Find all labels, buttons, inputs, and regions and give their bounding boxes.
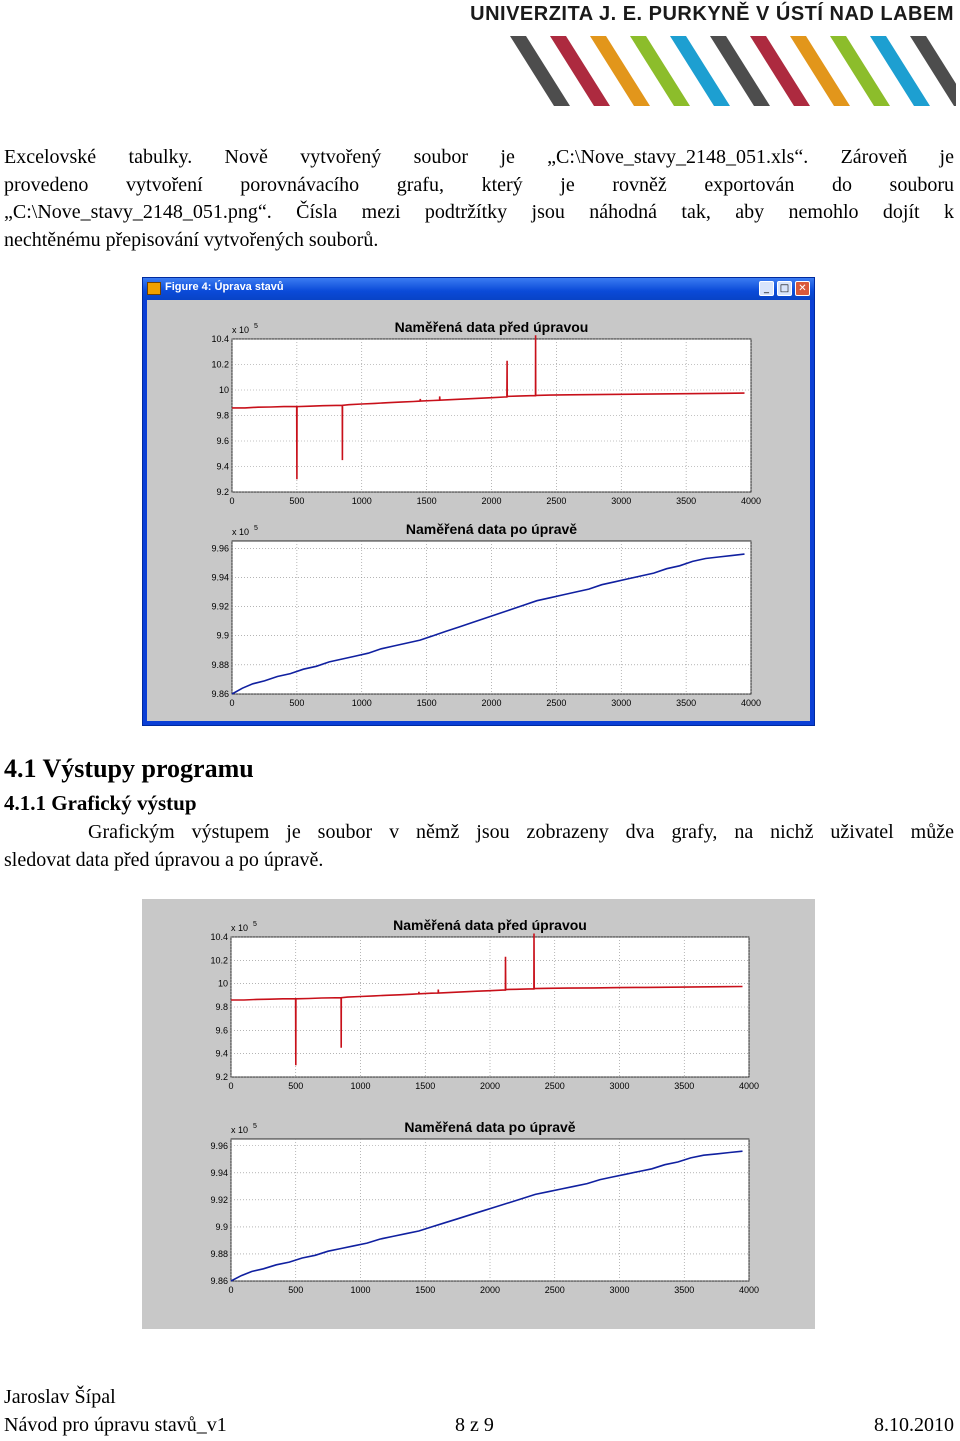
x-tick-label: 2000 (481, 698, 502, 708)
intro-paragraph (4, 144, 954, 254)
y-tick-label: 9.4 (216, 461, 229, 472)
x-tick-label: 500 (289, 496, 305, 506)
chart (210, 917, 759, 1091)
x-tick-label: 3000 (609, 1285, 630, 1295)
chart (211, 319, 761, 506)
x-tick-label: 2500 (546, 698, 567, 708)
figure-plots (147, 300, 812, 722)
x-tick-label: 500 (289, 698, 305, 708)
y-tick-label: 10.4 (211, 334, 229, 344)
figure-client-area (147, 300, 810, 721)
intro-line: provedeno vytvoření porovnávacího grafu, který je rovněž exportován do souboru (4, 173, 954, 196)
chart-title: Naměřená data před úpravou (394, 319, 589, 335)
figure-title: Figure 4: Úprava stavů (165, 281, 284, 293)
section-heading: 4.1 Výstupy programu (4, 754, 254, 783)
figure-window (142, 277, 815, 726)
y-tick-label: 10.4 (210, 932, 228, 942)
x-tick-label: 3500 (676, 496, 697, 506)
x-tick-label: 1000 (351, 496, 372, 506)
x-tick-label: 3500 (674, 1081, 695, 1091)
x-tick-label: 4000 (738, 1285, 760, 1295)
exported-plots (142, 899, 815, 1329)
y-tick-label: 9.96 (210, 1140, 228, 1151)
x-tick-label: 2000 (481, 496, 502, 506)
axis-multiplier-exponent: 5 (253, 921, 257, 928)
minimize-icon[interactable]: _ (759, 281, 774, 296)
x-tick-label: 500 (288, 1081, 304, 1091)
x-tick-label: 1000 (351, 698, 372, 708)
y-tick-label: 9.94 (210, 1167, 228, 1178)
y-tick-label: 9.96 (211, 543, 229, 554)
intro-line: „C:\Nove_stavy_2148_051.png“. Čísla mezi podtržítky jsou náhodná tak, aby nemohlo dojít k (4, 201, 954, 223)
x-tick-label: 500 (288, 1285, 304, 1295)
axis-multiplier-exponent: 5 (254, 323, 258, 330)
x-tick-label: 3000 (611, 698, 632, 708)
x-tick-label: 3000 (611, 496, 632, 506)
figure-titlebar (143, 278, 814, 300)
university-name: UNIVERZITA J. E. PURKYNĚ V ÚSTÍ NAD LABEM (470, 3, 954, 25)
section-line: sledovat data před úpravou a po úpravě. (4, 848, 324, 871)
x-tick-label: 1000 (350, 1081, 371, 1091)
x-tick-label: 2500 (546, 496, 567, 506)
x-tick-label: 3500 (676, 698, 697, 708)
x-tick-label: 4000 (740, 698, 762, 708)
intro-line: nechtěnému přepisování vytvořených souborů. (4, 228, 379, 251)
y-tick-label: 9.86 (210, 1276, 228, 1286)
footer-page-number: 8 z 9 (455, 1414, 494, 1436)
chart (210, 1119, 759, 1295)
maximize-icon[interactable]: □ (777, 281, 792, 296)
x-tick-label: 1500 (415, 1285, 436, 1295)
y-tick-label: 9.88 (211, 659, 229, 670)
axis-multiplier-exponent: 5 (254, 525, 258, 532)
x-tick-label: 0 (228, 1285, 234, 1295)
y-tick-label: 10 (218, 385, 229, 395)
x-tick-label: 0 (229, 496, 235, 506)
x-tick-label: 4000 (740, 496, 762, 506)
y-tick-label: 9.2 (215, 1072, 228, 1082)
axis-multiplier-exponent: 5 (253, 1123, 257, 1130)
intro-line: Excelovské tabulky. Nově vytvořený soubor je „C:\Nove_stavy_2148_051.xls“. Zároveň je (4, 146, 954, 168)
chart-title: Naměřená data po úpravě (404, 1119, 576, 1135)
y-tick-label: 9.8 (216, 410, 229, 421)
x-tick-label: 2500 (544, 1285, 565, 1295)
section-line: Grafickým výstupem je soubor v němž jsou zobrazeny dva grafy, na nichž uživatel může (88, 821, 954, 843)
axis-multiplier: x 10 (232, 325, 250, 335)
y-tick-label: 9.92 (210, 1194, 228, 1205)
chart (211, 521, 761, 708)
x-tick-label: 1000 (350, 1285, 371, 1295)
y-tick-label: 10.2 (210, 955, 228, 966)
axis-multiplier: x 10 (231, 923, 249, 933)
x-tick-label: 1500 (415, 1081, 436, 1091)
x-tick-label: 3000 (609, 1081, 630, 1091)
x-tick-label: 0 (229, 698, 235, 708)
y-tick-label: 9.94 (211, 572, 229, 583)
x-tick-label: 2000 (479, 1285, 501, 1295)
footer-document: Návod pro úpravu stavů_v1 (4, 1414, 227, 1436)
y-tick-label: 9.88 (210, 1248, 228, 1259)
footer-author: Jaroslav Šípal (4, 1386, 116, 1408)
x-tick-label: 4000 (738, 1081, 760, 1091)
y-tick-label: 10.2 (211, 359, 229, 370)
y-tick-label: 9.6 (216, 436, 229, 446)
section-paragraph (4, 819, 954, 874)
subsection-heading: 4.1.1 Grafický výstup (4, 791, 197, 815)
y-tick-label: 9.4 (215, 1048, 228, 1059)
y-tick-label: 9.92 (211, 601, 229, 612)
chart-title: Naměřená data před úpravou (393, 917, 587, 933)
y-tick-label: 9.6 (215, 1025, 228, 1036)
axis-multiplier: x 10 (232, 527, 250, 537)
x-tick-label: 2500 (544, 1081, 565, 1091)
x-tick-label: 1500 (416, 496, 437, 506)
footer-date: 8.10.2010 (874, 1414, 954, 1436)
y-tick-label: 10 (217, 978, 228, 989)
y-tick-label: 9.9 (216, 630, 229, 641)
exported-graph-image (142, 899, 815, 1329)
y-tick-label: 9.86 (211, 689, 229, 699)
close-icon[interactable]: ✕ (795, 281, 810, 296)
x-tick-label: 0 (228, 1081, 234, 1091)
y-tick-label: 9.8 (215, 1002, 228, 1012)
y-tick-label: 9.2 (216, 487, 229, 497)
x-tick-label: 2000 (479, 1081, 501, 1091)
figure-app-icon (147, 282, 161, 295)
y-tick-label: 9.9 (215, 1221, 228, 1232)
plot-area (232, 541, 751, 694)
chart-title: Naměřená data po úpravě (405, 521, 578, 537)
x-tick-label: 1500 (416, 698, 437, 708)
x-tick-label: 3500 (674, 1285, 695, 1295)
university-logo-stripes (510, 36, 956, 106)
axis-multiplier: x 10 (231, 1125, 249, 1135)
